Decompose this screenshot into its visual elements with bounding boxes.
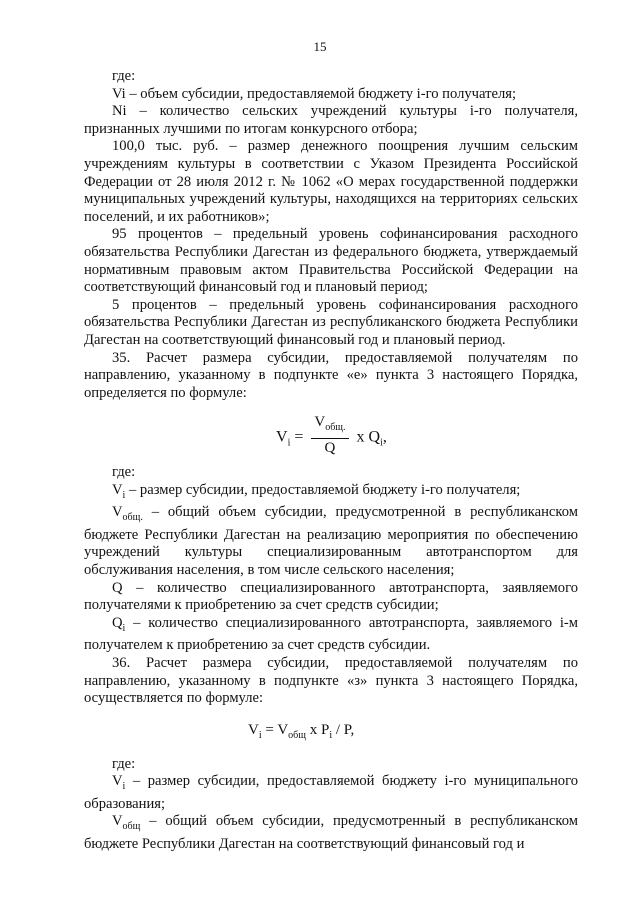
definition-vi: Vi – объем субсидии, предоставляемой бюджету i-го получателя; [112, 85, 516, 102]
definition-36-vi: $V_i$ – размер субсидии, предоставляемой бюджету i-го муниципального образования; [84, 773, 578, 812]
formula-35-times: x [356, 428, 365, 446]
definition-95-percent: 95 процентов – предельный уровень софинансирования расходного обязательства Республики Дагестан из федерального бюджета, утверждаемый нормативным правовым актом Правительства Российской Федерации на соответствующий финансовый год и плановый период; [84, 226, 578, 296]
definition-36-vobsh: $V_{общ}$ – общий объем субсидии, предусмотренный в республиканском бюджете Республики Дагестан на соответствующий финансовый год и [84, 813, 578, 852]
formula-35: $V_i$ = $\frac{V_{общ.}}{Q}$ x $Q_i$, [276, 414, 387, 456]
formula-35-numerator: $V_{общ.}$ [311, 414, 348, 439]
definition-35-vobsh: $V_{общ.}$ – общий объем субсидии, предусмотренной в республиканском бюджете Республики Дагестан на реализацию мероприятия по обеспечению учреждений культуры специализированным автотранспортом для обслуживания населения, в том числе сельского населения; [84, 504, 578, 579]
formula-35-lhs-sub: i [287, 437, 291, 449]
document-body [84, 68, 578, 854]
definition-reward-sum: 100,0 тыс. руб. – размер денежного поощрения лучшим сельским учреждениям культуры в соответствии с Указом Президента Российской Федерации от 28 июля 2012 г. № 1062 «О мерах государственной поддержки муниципальных учреждений культуры, находящихся на территориях сельских поселений, и их работников»; [84, 138, 578, 225]
definition-35-qi: $Q_i$ – количество специализированного автотранспорта, заявляемого i-м получателем к приобретению за счет средств субсидии. [84, 614, 578, 654]
item-36-intro: 36. Расчет размера субсидии, предоставляемой получателям по направлению, указанному в подпункте «з» пункта 3 настоящего Порядка, осуществляется по формуле: [84, 654, 578, 707]
formula-35-eq: = [294, 428, 304, 446]
formula-35-rhs: Q [368, 428, 381, 446]
formula-35-lhs: V [276, 428, 288, 446]
formula-35-denominator: Q [324, 439, 336, 456]
item-35-intro: 35. Расчет размера субсидии, предоставляемой получателям по направлению, указанному в подпункте «е» пункта 3 настоящего Порядка, определяется по формуле: [84, 349, 578, 401]
formula-35-rhs-sub: i [380, 437, 383, 449]
page-number: 15 [313, 39, 327, 54]
definition-ni: Ni – количество сельских учреждений культуры i-го получателя, признанных лучшими по итогам конкурсного отбора; [84, 103, 578, 137]
definition-35-vi: $V_i$ – размер субсидии, предоставляемой бюджету i-го получателя; [112, 481, 521, 501]
formula-36: $V_i = V_{общ}$ x $P_i$ / P, [248, 721, 355, 741]
where-label-3: где: [112, 755, 136, 772]
formula-35-fraction [311, 414, 348, 457]
where-label-2: где: [112, 464, 136, 481]
definition-35-q: Q – количество специализированного автотранспорта, заявляемого получателями к приобретению за счет средств субсидии; [84, 579, 578, 614]
definition-5-percent: 5 процентов – предельный уровень софинансирования расходного обязательства Республики Дагестан из республиканского бюджета Республики Дагестан на соответствующий финансовый год и плановый период. [84, 296, 578, 348]
where-label-1: где: [112, 68, 136, 84]
